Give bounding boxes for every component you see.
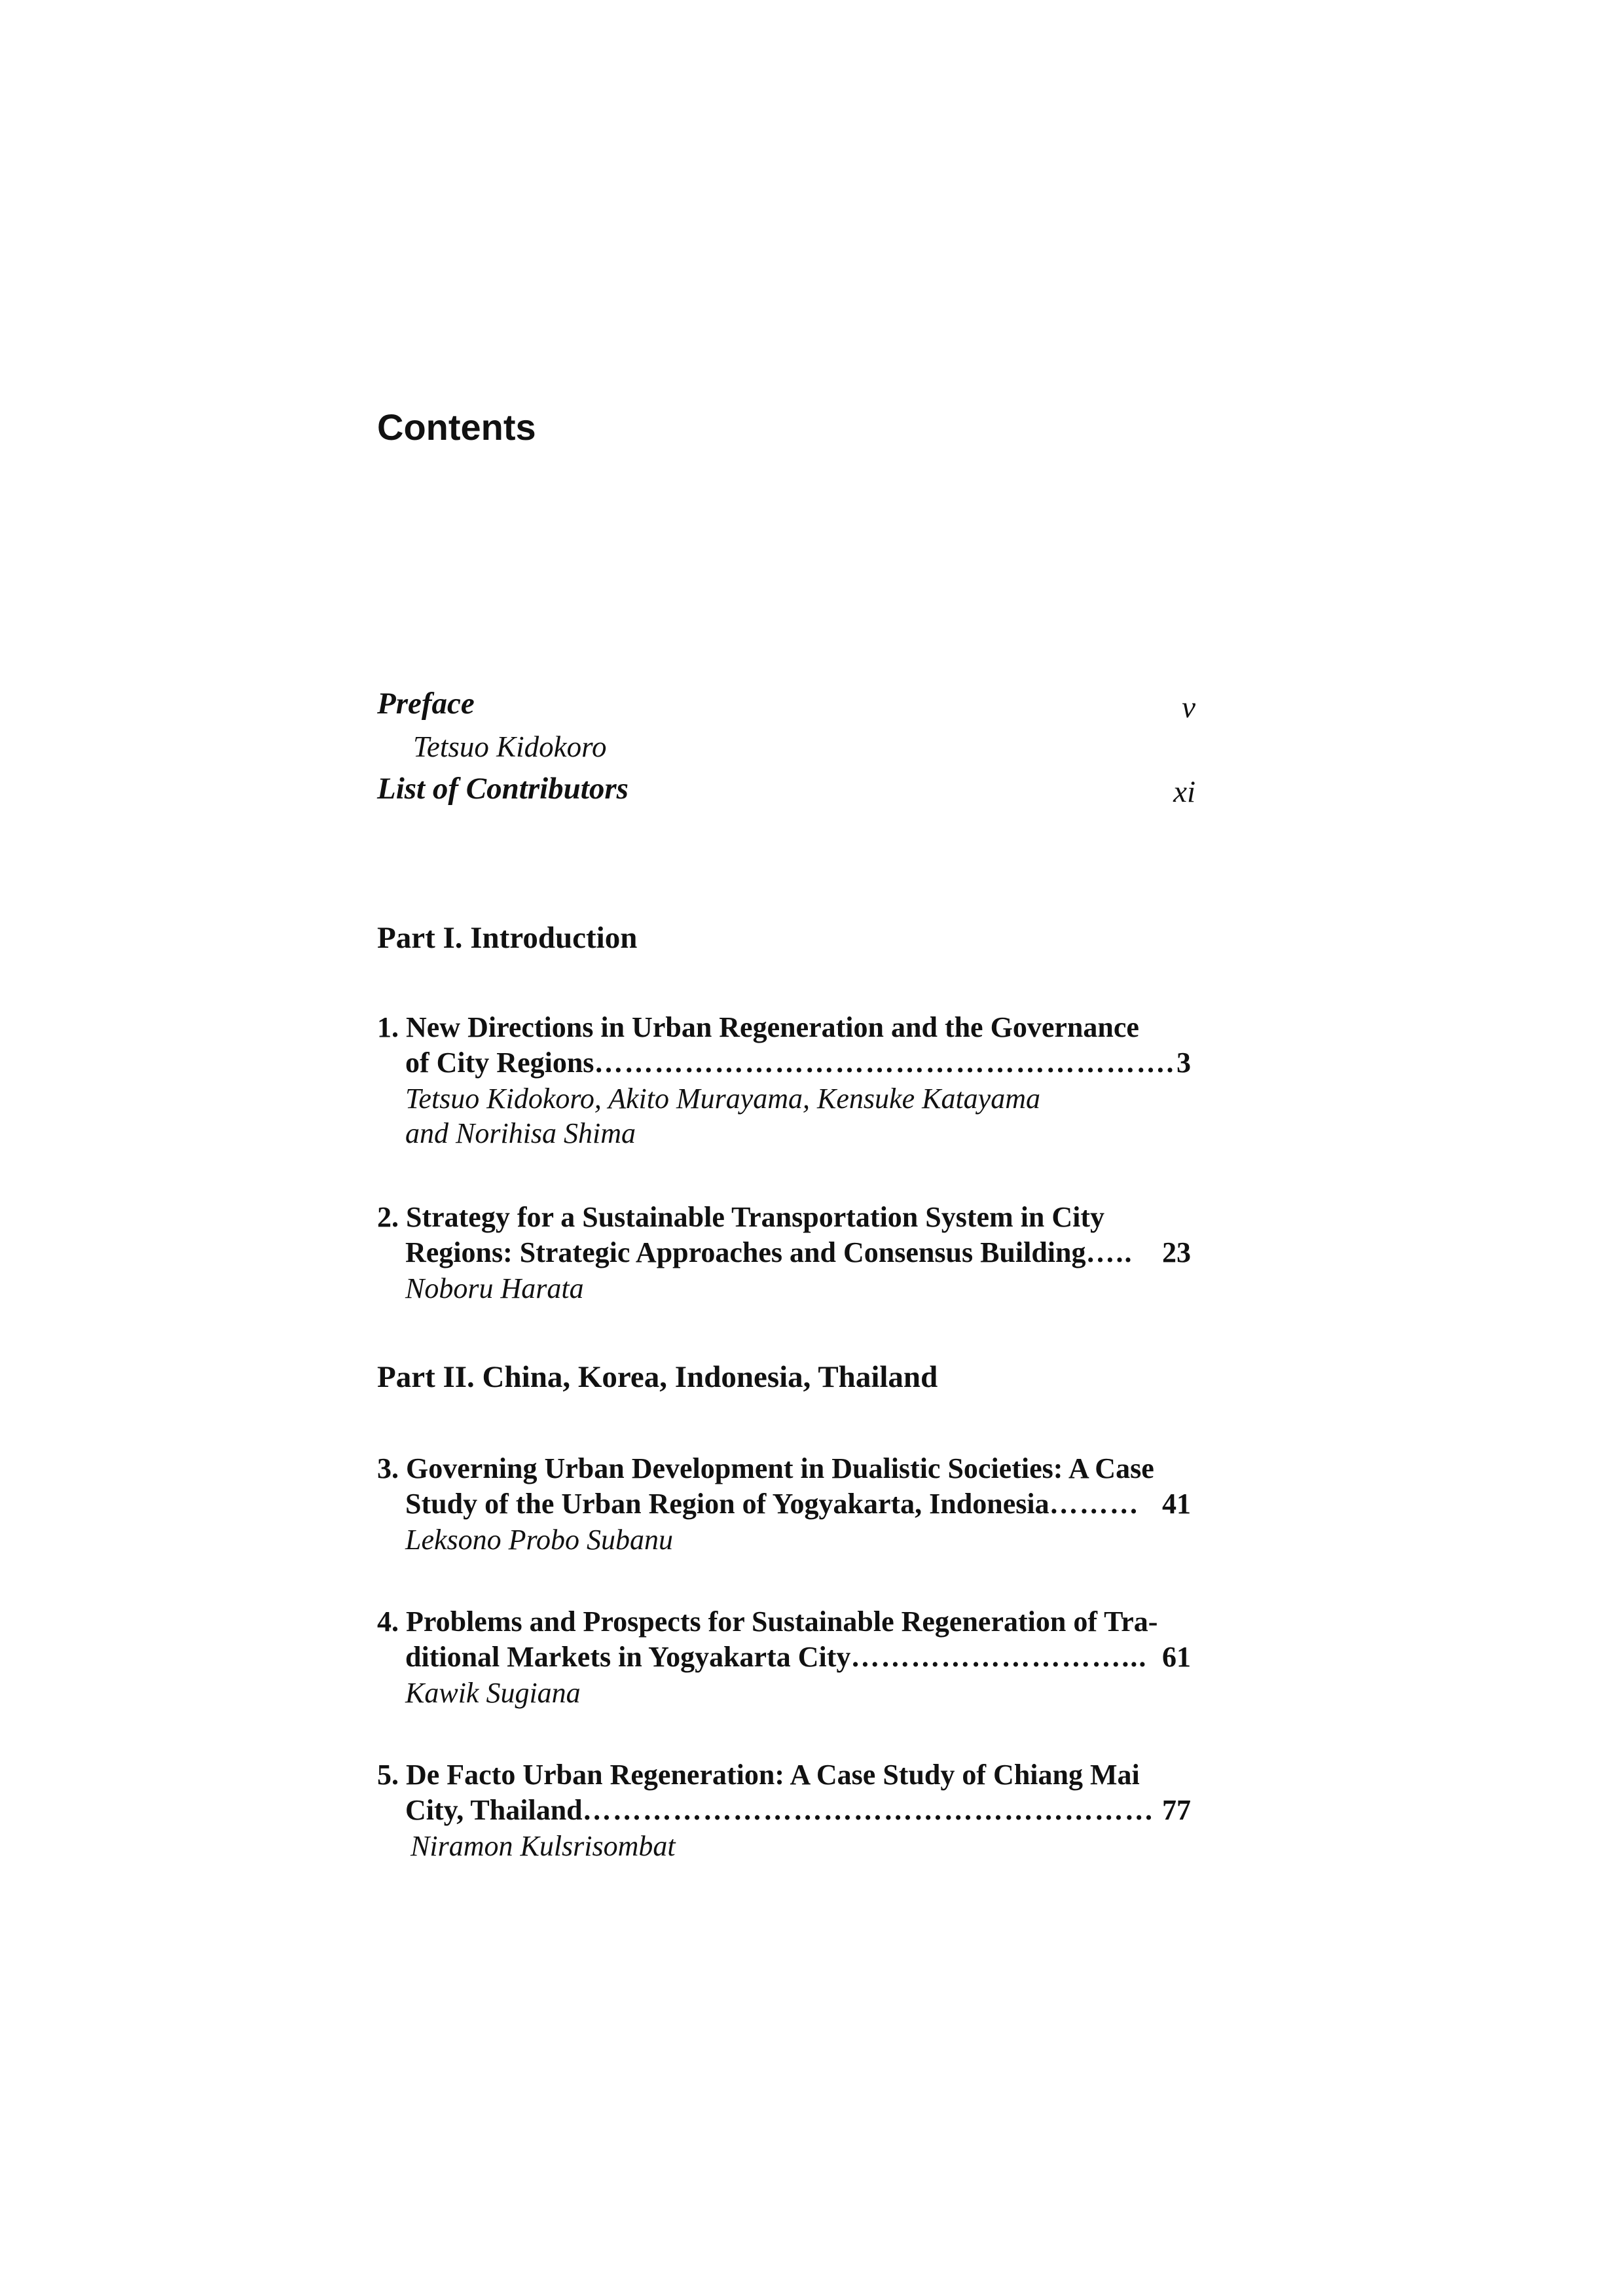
chapter-title-leader-line [405,1643,1191,1672]
toc-preface-page: v [1182,691,1195,725]
chapter-authors: and Norihisa Shima [405,1117,636,1149]
chapter-title-leader-line [405,1238,1191,1267]
chapter-authors: Kawik Sugiana [405,1677,581,1709]
chapter-authors: Tetsuo Kidokoro, Akito Murayama, Kensuke Katayama [405,1083,1040,1115]
chapter-page-number: 23 [1162,1236,1191,1268]
dot-leader: ………………………... [850,1643,1148,1672]
chapter-title-line: 4. Problems and Prospects for Sustainable Regeneration of Tra- [377,1605,1158,1638]
chapter-authors: Leksono Probo Subanu [405,1524,674,1556]
dot-leader: ………………………………………………… [582,1796,1155,1825]
chapter-title-line: 1. New Directions in Urban Regeneration and the Governance [377,1011,1139,1043]
chapter-page-number: 41 [1162,1488,1191,1520]
chapter-title-line: 5. De Facto Urban Regeneration: A Case Study of Chiang Mai [377,1759,1140,1791]
dot-leader: …………………………………………………. [594,1049,1175,1077]
chapter-title-text: ditional Markets in Yogyakarta City [405,1641,851,1673]
chapter-title-text: Regions: Strategic Approaches and Consensus Building [405,1236,1086,1268]
chapter-title-line: 3. Governing Urban Development in Dualistic Societies: A Case [377,1452,1154,1484]
part-heading: Part I. Introduction [377,921,638,955]
chapter-page-number: 3 [1176,1047,1191,1079]
chapter-title-leader-line [405,1490,1191,1518]
dot-leader: ….. [1085,1238,1133,1267]
page-title: Contents [377,406,536,448]
chapter-title-line: 2. Strategy for a Sustainable Transportation System in City [377,1201,1105,1233]
toc-contributors-title: List of Contributors [377,772,629,806]
chapter-title-leader-line [405,1049,1191,1077]
chapter-authors: Noboru Harata [405,1272,584,1304]
part-heading: Part II. China, Korea, Indonesia, Thailand [377,1360,938,1394]
toc-preface-author: Tetsuo Kidokoro [413,730,607,763]
chapter-title-leader-line [405,1796,1191,1825]
chapter-title-text: Study of the Urban Region of Yogyakarta, Indonesia [405,1488,1049,1520]
chapter-page-number: 61 [1162,1641,1191,1673]
chapter-title-text: of City Regions [405,1047,594,1079]
chapter-title-text: City, Thailand [405,1794,583,1826]
dot-leader: ……… [1049,1490,1140,1518]
chapter-authors: Niramon Kulsrisombat [410,1830,676,1862]
chapter-page-number: 77 [1162,1794,1191,1826]
toc-preface-title: Preface [377,687,475,721]
toc-contributors-page: xi [1173,775,1195,809]
